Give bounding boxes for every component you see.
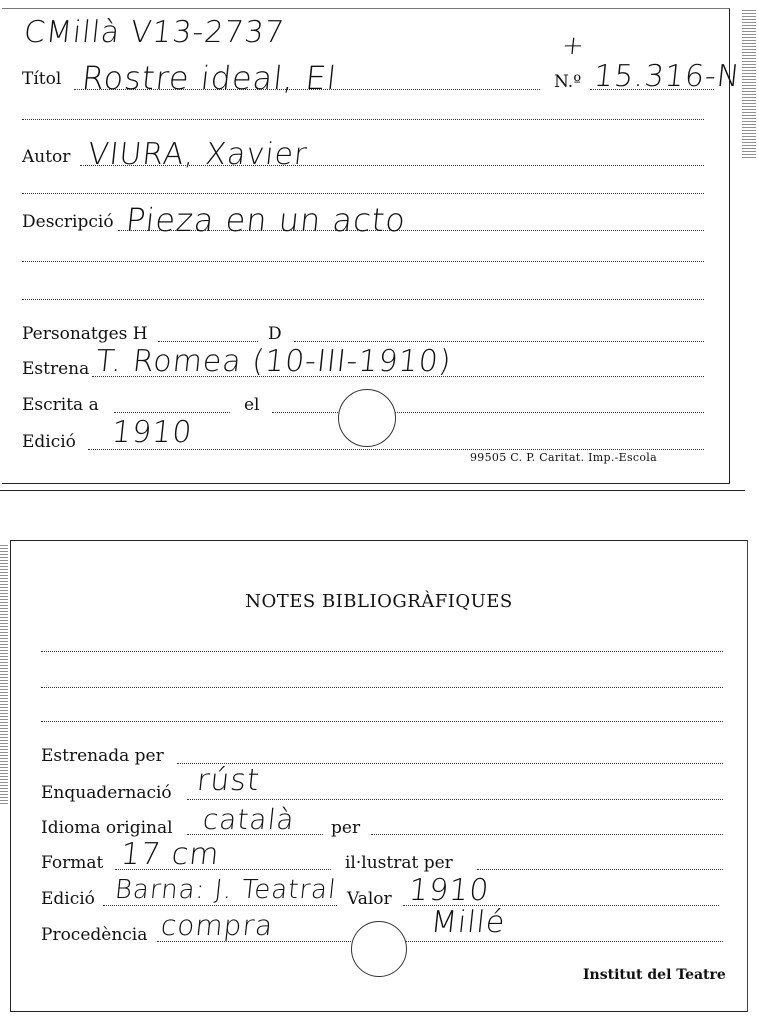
per-line — [371, 834, 723, 835]
cut-line — [0, 490, 745, 491]
estrena-label: Estrena — [22, 359, 90, 379]
format-label: Format — [41, 853, 104, 873]
procedencia-value: compra — [159, 909, 275, 942]
personatges-d-line — [294, 341, 704, 342]
escrita-a-line — [114, 412, 230, 413]
enquadernacio-value: rúst — [195, 763, 262, 798]
punch-hole — [351, 921, 407, 977]
personatges-d-label: D — [268, 324, 282, 344]
printer-mark: 99505 C. P. Caritat. Imp.-Escola — [470, 451, 657, 464]
signature: Millé — [429, 905, 508, 940]
personatges-h-label: Personatges H — [22, 324, 148, 344]
institution-stamp: Institut del Teatre — [583, 967, 726, 983]
personatges-h-line — [158, 341, 258, 342]
titol-value: Rostre ideal, El — [80, 59, 339, 97]
procedencia-label: Procedència — [41, 925, 148, 945]
scan-noise — [0, 545, 8, 805]
punch-hole — [338, 389, 396, 447]
autor-label: Autor — [22, 147, 71, 167]
illustrat-per-label: il·lustrat per — [345, 853, 453, 873]
edicio2-label: Edició — [41, 889, 95, 909]
blank-line — [22, 119, 704, 120]
autor-value: VIURA, Xavier — [86, 137, 310, 172]
numero-value: 15.316-N — [592, 59, 743, 94]
descripcio-label: Descripció — [22, 212, 114, 232]
blank-line — [22, 261, 704, 262]
numero-mark: + — [560, 31, 587, 61]
valor-label: Valor — [347, 889, 392, 909]
enquadernacio-label: Enquadernació — [41, 783, 172, 803]
descripcio-value: Pieza en un acto — [124, 201, 408, 239]
edicio-value: 1910 — [110, 415, 195, 450]
blank-line — [22, 299, 704, 300]
blank-line — [41, 651, 723, 652]
numero-label: N.º — [554, 72, 582, 92]
blank-line — [22, 193, 704, 194]
handwritten-header: CMillà V13-2737 — [22, 15, 287, 50]
escrita-el-line — [272, 412, 704, 413]
escrita-el-label: el — [244, 395, 260, 415]
idioma-original-value: català — [201, 803, 297, 836]
catalog-card-back — [10, 540, 748, 1012]
estrenada-per-label: Estrenada per — [41, 746, 164, 766]
titol-label: Títol — [22, 69, 62, 89]
illustrat-per-line — [477, 869, 723, 870]
scan-noise — [742, 10, 756, 160]
edicio2-line — [103, 905, 337, 906]
escrita-a-label: Escrita a — [22, 395, 99, 415]
estrena-value: T. Romea (10-III-1910) — [94, 344, 454, 379]
blank-line — [41, 721, 723, 722]
blank-line — [41, 687, 723, 688]
catalog-card-front — [2, 8, 743, 484]
card-heading: NOTES BIBLIOGRÀFIQUES — [245, 591, 513, 612]
idioma-original-label: Idioma original — [41, 818, 173, 838]
format-value: 17 cm — [119, 837, 222, 872]
per-label: per — [331, 818, 361, 838]
edicio-label: Edició — [22, 432, 76, 452]
valor-value: 1910 — [407, 873, 492, 908]
edicio2-value: Barna: J. Teatral — [113, 875, 338, 905]
enquadernacio-line — [187, 799, 723, 800]
